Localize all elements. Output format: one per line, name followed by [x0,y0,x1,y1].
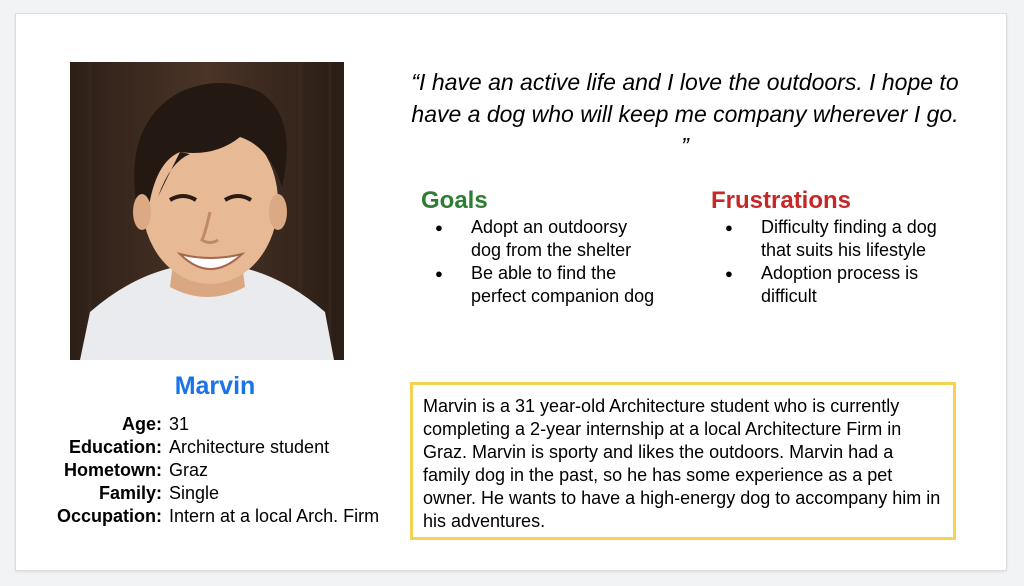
detail-row-hometown [30,459,379,482]
detail-row-occupation [30,505,379,528]
list-item: ● Difficulty finding a dog that suits his lifestyle [711,216,971,262]
detail-value: Single [169,483,220,503]
list-item: ● Adoption process is difficult [711,262,971,308]
detail-label: Age: [122,414,162,434]
persona-photo [70,62,344,360]
detail-value: Intern at a local Arch. Firm [169,506,380,526]
frustrations-title: Frustrations [711,187,852,214]
frustrations-list [711,216,971,308]
detail-row-age [30,413,379,436]
detail-label: Hometown: [64,460,162,480]
detail-label: Occupation: [56,506,162,526]
goals-list [421,216,661,308]
detail-label: Education: [69,437,162,457]
list-item: ● Be able to find the perfect companion dog [421,262,661,308]
persona-details [30,413,379,528]
persona-name: Marvin [174,372,256,400]
detail-label: Family: [98,483,162,503]
list-item: ● Adopt an outdoorsy dog from the shelter [421,216,661,262]
detail-value: Architecture student [169,437,330,457]
goals-title: Goals [421,187,488,214]
detail-value: Graz [169,460,209,480]
persona-quote: “I have an active life and I love the outdoors. I hope to have a dog who will keep me company wherever I go. ” [411,69,959,159]
persona-bio: Marvin is a 31 year-old Architecture student who is currently completing a 2-year internship at a local Architecture Firm in Graz. Marvin is sporty and likes the outdoors. Marvin had a family dog in the past, so he has some experience as a pet owner. He wants to have a high-energy dog to accompany him in his adventures. [410,382,956,540]
detail-value: 31 [169,414,190,434]
detail-row-education [30,436,379,459]
persona-portrait-image [70,62,344,360]
detail-row-family [30,482,379,505]
